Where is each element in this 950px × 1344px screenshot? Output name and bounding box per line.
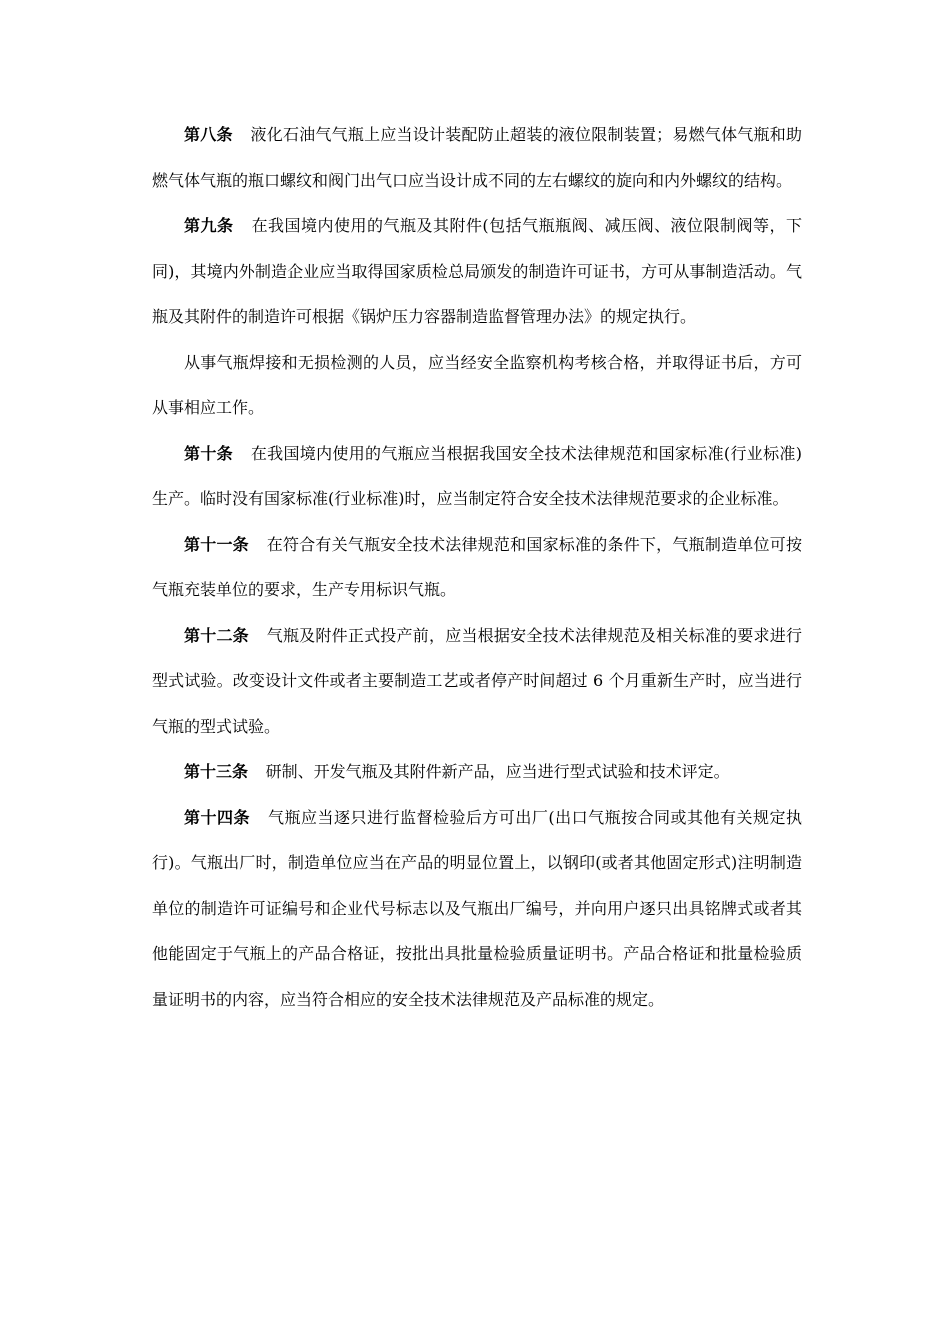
article-8-paragraph: [152, 112, 802, 203]
article-number: 第八条: [184, 125, 233, 144]
article-12-paragraph: [152, 613, 802, 750]
article-text: 在符合有关气瓶安全技术法律规范和国家标准的条件下，气瓶制造单位可按气瓶充装单位的要求，生产专用标识气瓶。: [152, 534, 802, 599]
article-9-paragraph: [152, 203, 802, 340]
article-13-paragraph: [152, 749, 802, 795]
article-text: 气瓶及附件正式投产前，应当根据安全技术法律规范及相关标准的要求进行型式试验。改变设计文件或者主要制造工艺或者停产时间超过 6 个月重新生产时，应当进行气瓶的型式试验。: [152, 625, 802, 736]
article-number: 第十四条: [184, 807, 250, 827]
article-text: 在我国境内使用的气瓶应当根据我国安全技术法律规范和国家标准(行业标准)生产。临时没有国家标准(行业标准)时，应当制定符合安全技术法律规范要求的企业标准。: [152, 443, 802, 508]
article-text: 气瓶应当逐只进行监督检验后方可出厂(出口气瓶按合同或其他有关规定执行)。气瓶出厂时，制造单位应当在产品的明显位置上，以钢印(或者其他固定形式)注明制造单位的制造许可证编号和企业代号标志以及气瓶出厂编号，并向用户逐只出具铭牌式或者其他能固定于气瓶上的产品合格证，按批出具批量检验质量证明书。产品合格证和批量检验质量证明书的内容，应当符合相应的安全技术法律规范及产品标准的规定。: [152, 807, 802, 1009]
article-number: 第十二条: [184, 625, 249, 645]
article-number: 第十条: [184, 443, 233, 463]
article-number: 第九条: [184, 216, 234, 235]
document-body: [152, 112, 802, 1022]
article-number: 第十一条: [184, 534, 249, 554]
article-10-paragraph: [152, 431, 802, 522]
article-text: 在我国境内使用的气瓶及其附件(包括气瓶瓶阀、减压阀、液位限制阀等，下同)，其境内外制造企业应当取得国家质检总局颁发的制造许可证书，方可从事制造活动。气瓶及其附件的制造许可根据《锅炉压力容器制造监督管理办法》的规定执行。: [152, 216, 802, 326]
article-11-paragraph: [152, 522, 802, 613]
article-number: 第十三条: [184, 762, 249, 781]
article-text: 液化石油气气瓶上应当设计装配防止超装的液位限制装置；易燃气体气瓶和助燃气体气瓶的瓶口螺纹和阀门出气口应当设计成不同的左右螺纹的旋向和内外螺纹的结构。: [152, 125, 802, 190]
paragraph-text: 从事气瓶焊接和无损检测的人员，应当经安全监察机构考核合格，并取得证书后，方可从事相应工作。: [152, 352, 802, 417]
article-text: 研制、开发气瓶及其附件新产品，应当进行型式试验和技术评定。: [265, 762, 730, 781]
article-14-paragraph: [152, 795, 802, 1023]
article-9-continuation-paragraph: [152, 340, 802, 431]
